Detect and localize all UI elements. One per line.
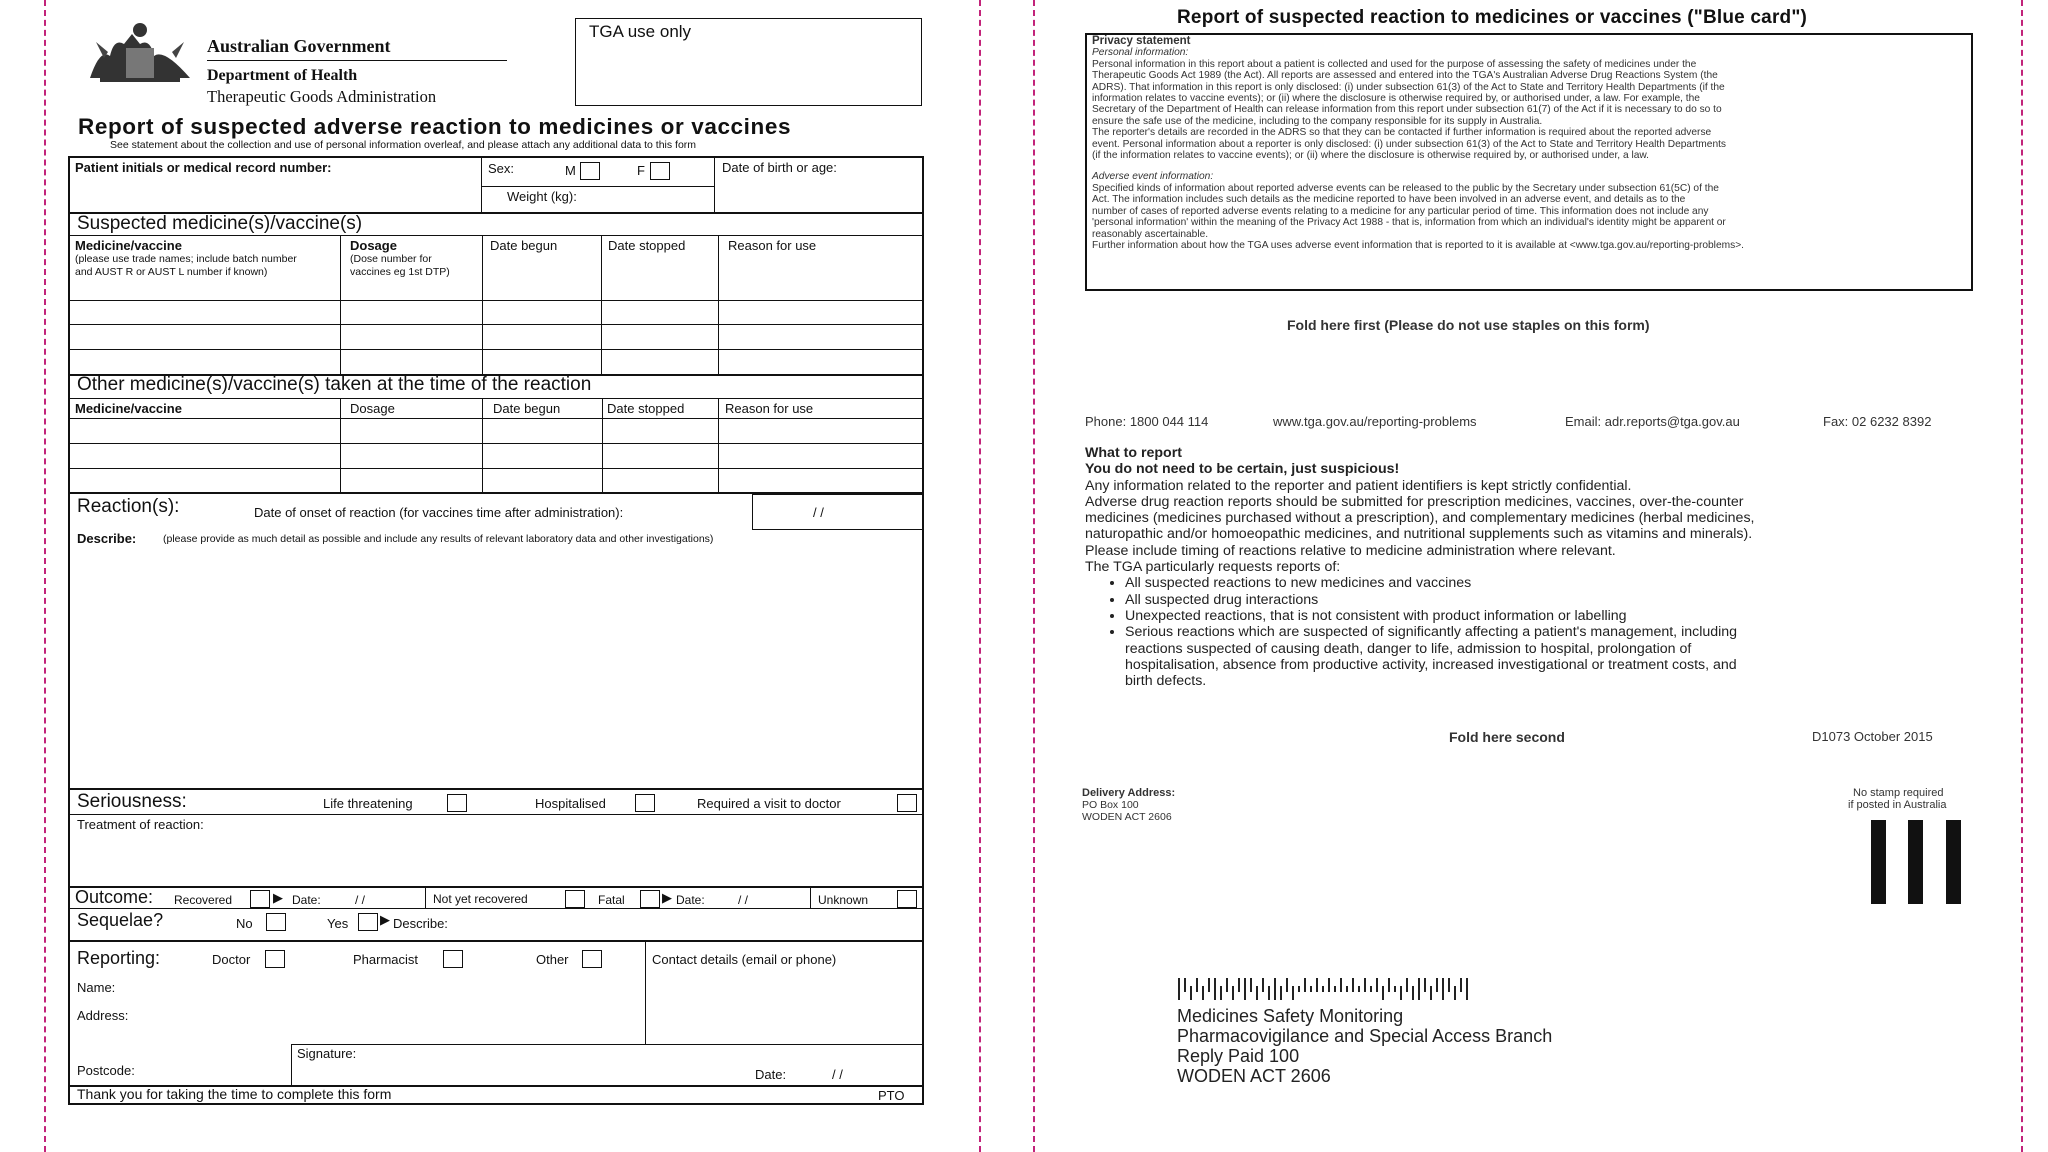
barcode-bar bbox=[1352, 978, 1354, 992]
what-heading: What to report bbox=[1085, 445, 1182, 461]
outcome-not-recovered-label: Not yet recovered bbox=[433, 892, 528, 906]
report-line-4: Please include timing of reactions relative to medicine administration where relevant. bbox=[1085, 542, 1616, 559]
other-row-2 bbox=[68, 443, 924, 444]
barcode-bar bbox=[1244, 978, 1246, 1000]
barcode-bar bbox=[1250, 978, 1252, 992]
reaction-onset-slashes: / / bbox=[813, 505, 824, 520]
reply-address bbox=[1177, 1006, 1552, 1086]
barcode-bar bbox=[1454, 986, 1456, 1000]
suspected-col-dosage: Dosage bbox=[350, 238, 397, 253]
thanks-text: Thank you for taking the time to complete this form bbox=[77, 1086, 392, 1102]
adverse-line-0: Specified kinds of information about reported adverse events can be released to the public by the Secretary under subsection 61(5C) of the bbox=[1092, 182, 1719, 194]
tga-use-only-label: TGA use only bbox=[589, 22, 692, 41]
reaction-onset-label: Date of onset of reaction (for vaccines time after administration): bbox=[254, 505, 624, 520]
contact-phone: Phone: 1800 044 114 bbox=[1085, 414, 1209, 429]
other-col-dosage: Dosage bbox=[350, 401, 395, 416]
other-col-begun: Date begun bbox=[493, 401, 561, 416]
outcome-date-label: Date: bbox=[292, 893, 321, 907]
barcode-bar bbox=[1274, 978, 1276, 1000]
form-subtitle: See statement about the collection and use of personal information overleaf, and please attach any additional data to this form bbox=[110, 139, 697, 151]
personal-line-3: information relates to vaccine events); or (ii) where the disclosure is otherwise required by, or authorised under, a law. For example, the bbox=[1092, 93, 1700, 105]
barcode-bar bbox=[1310, 986, 1312, 992]
reporting-signature-top bbox=[291, 1044, 924, 1045]
barcode-bar bbox=[1286, 978, 1288, 992]
dob-label: Date of birth or age: bbox=[722, 160, 837, 175]
reporting-other-checkbox[interactable] bbox=[582, 950, 602, 968]
seriousness-heading: Seriousness: bbox=[77, 791, 187, 812]
suspected-row-2 bbox=[68, 324, 924, 325]
barcode-bar bbox=[1460, 978, 1462, 992]
tga-use-only-box bbox=[575, 18, 922, 106]
treatment-label: Treatment of reaction: bbox=[77, 817, 204, 832]
barcode-bar bbox=[1208, 978, 1210, 992]
outcome-fatal-checkbox[interactable] bbox=[640, 890, 660, 908]
outcome-vline-2 bbox=[810, 886, 811, 908]
privacy-text bbox=[1092, 36, 1968, 251]
reaction-onset-box[interactable] bbox=[752, 494, 924, 530]
postal-barcode bbox=[1178, 978, 1478, 1000]
other-col-reason: Reason for use bbox=[725, 401, 814, 416]
barcode-bar bbox=[1280, 986, 1282, 1000]
treatment-bottom bbox=[68, 886, 924, 888]
seriousness-bottom bbox=[68, 814, 924, 815]
barcode-bar bbox=[1370, 986, 1372, 992]
barcode-bar bbox=[1340, 978, 1342, 992]
other-row-3 bbox=[68, 468, 924, 469]
dept-name: Department of Health bbox=[207, 67, 358, 84]
stamp-line-0: No stamp required bbox=[1853, 787, 1944, 799]
outcome-unknown-label: Unknown bbox=[818, 893, 869, 907]
report-line-2: medicines (medicines purchased without a prescription), and complementary medicines (herbal medicines, bbox=[1085, 510, 1755, 527]
adverse-line-1: Act. The information includes such details as the medicine reported to have been involved in an adverse event, and details as to the bbox=[1092, 194, 1686, 206]
suspected-row-3 bbox=[68, 349, 924, 350]
barcode-bar bbox=[1178, 978, 1180, 1000]
other-vline-1 bbox=[340, 398, 341, 493]
other-row-1 bbox=[68, 418, 924, 419]
outcome-fatal-date-label: Date: bbox=[676, 893, 705, 907]
right-cut-line bbox=[2021, 0, 2023, 1152]
sequelae-yes-checkbox[interactable] bbox=[358, 913, 378, 931]
reaction-describe-area[interactable] bbox=[70, 552, 920, 787]
reporting-postcode-label: Postcode: bbox=[77, 1063, 135, 1078]
address-line-3: WODEN ACT 2606 bbox=[1177, 1066, 1331, 1086]
postal-barcode-bars bbox=[1178, 978, 1468, 1000]
barcode-bar bbox=[1196, 978, 1198, 992]
fold-line-right bbox=[1033, 0, 1035, 1152]
sex-m-checkbox[interactable] bbox=[580, 162, 600, 180]
suspected-col-medicine-note: (please use trade names; include batch number and AUST R or AUST L number if known) bbox=[75, 253, 297, 278]
barcode-bar bbox=[1334, 986, 1336, 992]
outcome-bottom bbox=[68, 908, 924, 909]
barcode-bar bbox=[1262, 978, 1264, 992]
barcode-bar bbox=[1430, 986, 1432, 1000]
fold-first-text: Fold here first (Please do not use staples on this form) bbox=[1287, 317, 1650, 333]
bullet-0: • All suspected reactions to new medicines and vaccines bbox=[1125, 575, 1985, 591]
reporting-name-label: Name: bbox=[77, 980, 116, 995]
fold-line-left bbox=[979, 0, 981, 1152]
reporting-address-label: Address: bbox=[77, 1008, 129, 1023]
adverse-line-4: reasonably ascertainable. bbox=[1092, 228, 1209, 240]
outcome-heading: Outcome: bbox=[75, 887, 154, 907]
barcode-bar bbox=[1466, 978, 1468, 1000]
suspected-heading: Suspected medicine(s)/vaccine(s) bbox=[77, 213, 363, 234]
back-title: Report of suspected reaction to medicines or vaccines ("Blue card") bbox=[1177, 7, 1808, 28]
barcode-bar bbox=[1412, 986, 1414, 1000]
other-col-stopped: Date stopped bbox=[607, 401, 685, 416]
outcome-fatal-label: Fatal bbox=[598, 893, 625, 907]
report-line-3: naturopathic and/or homoeopathic medicines, and nutritional supplements such as vitamins and minerals). bbox=[1085, 526, 1753, 543]
what-to-report bbox=[1085, 445, 1985, 689]
reaction-heading: Reaction(s): bbox=[77, 496, 180, 517]
sequelae-heading: Sequelae? bbox=[77, 910, 164, 930]
weight-label: Weight (kg): bbox=[507, 189, 577, 204]
other-col-medicine: Medicine/vaccine bbox=[75, 401, 182, 416]
personal-line-7: event. Personal information about a reporter is only disclosed: (i) under subsection 61(3) of the Act to State and Territory Health Departments bbox=[1092, 138, 1727, 150]
form-code: D1073 October 2015 bbox=[1812, 729, 1933, 744]
report-line-5: The TGA particularly requests reports of: bbox=[1085, 559, 1341, 576]
seriousness-visit-checkbox[interactable] bbox=[897, 794, 917, 812]
fold-second-text: Fold here second bbox=[1449, 729, 1565, 745]
sequelae-arrow: ▶ bbox=[380, 912, 390, 927]
coat-of-arms-logo bbox=[80, 18, 200, 90]
suspected-vline-3 bbox=[601, 235, 602, 375]
barcode-bar bbox=[1328, 978, 1330, 992]
reaction-describe-label: Describe: bbox=[77, 531, 137, 546]
fim-bar-2 bbox=[1908, 820, 1923, 904]
suspected-col-stopped: Date stopped bbox=[608, 238, 686, 253]
outcome-recovered-checkbox[interactable] bbox=[250, 890, 270, 908]
sequelae-no-label: No bbox=[236, 916, 253, 931]
reporting-contact-divider bbox=[645, 940, 646, 1045]
privacy-heading: Privacy statement bbox=[1092, 35, 1191, 47]
outcome-fatal-date-slashes: / / bbox=[738, 893, 749, 907]
bullet-1: • All suspected drug interactions bbox=[1125, 592, 1985, 608]
left-cut-line bbox=[44, 0, 46, 1152]
contact-email[interactable]: Email: adr.reports@tga.gov.au bbox=[1565, 414, 1740, 429]
adverse-line-2: number of cases of reported adverse events relating to a medicine for any particular period of time. This information does not include any bbox=[1092, 205, 1709, 217]
outcome-arrow-2: ▶ bbox=[662, 890, 672, 905]
outcome-date-slashes: / / bbox=[355, 893, 366, 907]
patient-divider-2 bbox=[714, 156, 715, 214]
personal-line-4: Secretary of the Department of Health can release information from this report under subsection 61(7) of the Act if it is necessary to do so to bbox=[1092, 104, 1722, 116]
sex-f-checkbox[interactable] bbox=[650, 162, 670, 180]
address-line-1: Pharmacovigilance and Special Access Branch bbox=[1177, 1026, 1553, 1046]
reporting-pharmacist-checkbox[interactable] bbox=[443, 950, 463, 968]
reporting-signature-divider bbox=[291, 1044, 292, 1085]
barcode-bar bbox=[1232, 986, 1234, 1000]
suspected-vline-4 bbox=[718, 235, 719, 375]
sex-weight-divider bbox=[481, 186, 714, 187]
barcode-bar bbox=[1292, 986, 1294, 1000]
report-bullets bbox=[1085, 575, 1985, 689]
suspected-col-dosage-note: (Dose number for vaccines eg 1st DTP) bbox=[350, 253, 450, 278]
reporting-date-label: Date: bbox=[755, 1067, 787, 1082]
suspected-col-begun: Date begun bbox=[490, 238, 558, 253]
barcode-bar bbox=[1214, 978, 1216, 1000]
barcode-bar bbox=[1382, 986, 1384, 1000]
reaction-bottom bbox=[68, 788, 924, 790]
barcode-bar bbox=[1220, 986, 1222, 1000]
bullet-3: • Serious reactions which are suspected of significantly affecting a patient's management, including reactions suspected of causing death, danger to life, admission to hospital, prolongation of hospitalisation, absence from productive activity, increased investigational or treatment costs, and birth defects. bbox=[1125, 624, 1985, 689]
barcode-bar bbox=[1358, 986, 1360, 992]
outcome-vline-1 bbox=[425, 886, 426, 908]
sequelae-no-checkbox[interactable] bbox=[266, 913, 286, 931]
adverse-line-5: Further information about how the TGA uses adverse event information that is reported to it is available at <www.tga.gov.au/reporting-problems>. bbox=[1092, 239, 1744, 251]
stamp-line-1: if posted in Australia bbox=[1848, 799, 1947, 811]
reaction-describe-note: (please provide as much detail as possible and include any results of relevant laboratory data and other investigations) bbox=[163, 533, 714, 545]
reporting-signature-label: Signature: bbox=[297, 1046, 357, 1061]
report-line-0: Any information related to the reporter and patient identifiers is kept strictly confidential. bbox=[1085, 477, 1632, 494]
personal-line-8: (if the information relates to vaccine events); or (ii) where the disclosure is otherwise required by, or authorised under, a law. bbox=[1092, 150, 1649, 162]
personal-line-6: The reporter's details are recorded in the ADRS so that they can be contacted if further information is required about the reported adverse bbox=[1092, 127, 1712, 139]
agency-name: Therapeutic Goods Administration bbox=[207, 87, 437, 106]
reporting-other-label: Other bbox=[536, 952, 569, 967]
delivery-label: Delivery Address: bbox=[1082, 787, 1176, 799]
patient-divider-1 bbox=[481, 156, 482, 214]
barcode-bar bbox=[1256, 986, 1258, 1000]
outcome-arrow-1: ▶ bbox=[273, 890, 283, 905]
sequelae-describe-label: Describe: bbox=[393, 916, 448, 931]
patient-initials-label: Patient initials or medical record number: bbox=[75, 160, 332, 175]
barcode-bar bbox=[1448, 978, 1450, 992]
suspected-vline-1 bbox=[340, 235, 341, 375]
suspected-head-rule bbox=[68, 235, 924, 236]
barcode-bar bbox=[1304, 978, 1306, 992]
adverse-line-3: 'personal information' within the meaning of the Privacy Act 1988 - that is, information from which an individual's identity might be apparent or bbox=[1092, 217, 1726, 229]
suspected-col-medicine: Medicine/vaccine bbox=[75, 238, 182, 253]
barcode-bar bbox=[1388, 978, 1390, 992]
pto-text: PTO bbox=[878, 1088, 905, 1103]
seriousness-life-label: Life threatening bbox=[323, 796, 413, 811]
other-vline-4 bbox=[718, 398, 719, 493]
barcode-bar bbox=[1322, 986, 1324, 992]
personal-heading: Personal information: bbox=[1092, 47, 1189, 59]
barcode-bar bbox=[1268, 986, 1270, 1000]
barcode-bar bbox=[1184, 978, 1186, 992]
seriousness-hosp-label: Hospitalised bbox=[535, 796, 606, 811]
barcode-bar bbox=[1364, 978, 1366, 992]
not-certain-text: You do not need to be certain, just suspicious! bbox=[1085, 461, 1400, 478]
personal-line-5: ensure the safe use of the medicine, including to the company responsible for its supply in Australia. bbox=[1092, 115, 1543, 127]
barcode-bar bbox=[1238, 978, 1240, 992]
reporting-heading: Reporting: bbox=[77, 948, 161, 968]
barcode-bar bbox=[1298, 986, 1300, 992]
sequelae-yes-label: Yes bbox=[327, 916, 349, 931]
address-line-0: Medicines Safety Monitoring bbox=[1177, 1006, 1404, 1026]
outcome-unknown-checkbox[interactable] bbox=[897, 890, 917, 908]
barcode-bar bbox=[1394, 986, 1396, 992]
other-heading: Other medicine(s)/vaccine(s) taken at the time of the reaction bbox=[77, 374, 592, 395]
bullet-2: • Unexpected reactions, that is not consistent with product information or labelling bbox=[1125, 608, 1985, 624]
barcode-bar bbox=[1400, 986, 1402, 1000]
barcode-bar bbox=[1442, 978, 1444, 1000]
outcome-not-recovered-checkbox[interactable] bbox=[565, 890, 585, 908]
suspected-col-reason: Reason for use bbox=[728, 238, 817, 253]
other-vline-3 bbox=[602, 398, 603, 493]
report-line-1: Adverse drug reaction reports should be submitted for prescription medicines, vaccines, over-the-counter bbox=[1085, 493, 1744, 510]
personal-line-2: ADRS). That information in this report is only disclosed: (i) under subsection 61(3) of the Act to State and Territory Health Departments (if the bbox=[1092, 81, 1725, 93]
fim-bar-1 bbox=[1871, 820, 1886, 904]
reporting-pharmacist-label: Pharmacist bbox=[353, 952, 419, 967]
personal-line-1: Therapeutic Goods Act 1989 (the Act). All reports are assessed and entered into the TGA's Australian Adverse Drug Reactions System (the bbox=[1092, 70, 1718, 82]
barcode-bar bbox=[1346, 986, 1348, 992]
barcode-bar bbox=[1226, 978, 1228, 992]
barcode-bar bbox=[1436, 978, 1438, 992]
barcode-bar bbox=[1424, 978, 1426, 992]
contact-web[interactable]: www.tga.gov.au/reporting-problems bbox=[1273, 414, 1477, 429]
suspected-vline-2 bbox=[482, 235, 483, 375]
sex-label: Sex: bbox=[488, 161, 515, 176]
delivery-line-1: WODEN ACT 2606 bbox=[1082, 811, 1172, 823]
reporting-contact-label: Contact details (email or phone) bbox=[652, 952, 837, 967]
seriousness-life-checkbox[interactable] bbox=[447, 794, 467, 812]
seriousness-visit-label: Required a visit to doctor bbox=[697, 796, 841, 811]
fim-bar-3 bbox=[1946, 820, 1961, 904]
barcode-bar bbox=[1376, 978, 1378, 992]
sex-m-label: M bbox=[565, 163, 576, 178]
barcode-bar bbox=[1316, 978, 1318, 992]
sex-f-label: F bbox=[637, 163, 645, 178]
personal-line-0: Personal information in this report about a patient is collected and used for the purpose of assessing the safety of medicines under the bbox=[1092, 58, 1697, 70]
sequelae-bottom bbox=[68, 940, 924, 942]
reporting-doctor-checkbox[interactable] bbox=[265, 950, 285, 968]
barcode-bar bbox=[1418, 978, 1420, 1000]
barcode-bar bbox=[1202, 986, 1204, 1000]
suspected-row-1 bbox=[68, 300, 924, 301]
reporting-doctor-label: Doctor bbox=[212, 952, 251, 967]
form-title: Report of suspected adverse reaction to medicines or vaccines bbox=[78, 114, 792, 139]
other-head-rule bbox=[68, 398, 924, 399]
address-line-2: Reply Paid 100 bbox=[1177, 1046, 1300, 1066]
delivery-line-0: PO Box 100 bbox=[1082, 799, 1139, 811]
header-rule bbox=[207, 60, 507, 61]
other-vline-2 bbox=[482, 398, 483, 493]
barcode-bar bbox=[1406, 978, 1408, 992]
outcome-recovered-label: Recovered bbox=[174, 893, 233, 907]
contact-fax: Fax: 02 6232 8392 bbox=[1823, 414, 1932, 429]
seriousness-hosp-checkbox[interactable] bbox=[635, 794, 655, 812]
gov-name: Australian Government bbox=[207, 36, 391, 56]
reporting-date-slashes: / / bbox=[832, 1067, 843, 1082]
barcode-bar bbox=[1190, 986, 1192, 1000]
adverse-heading: Adverse event information: bbox=[1092, 171, 1214, 183]
